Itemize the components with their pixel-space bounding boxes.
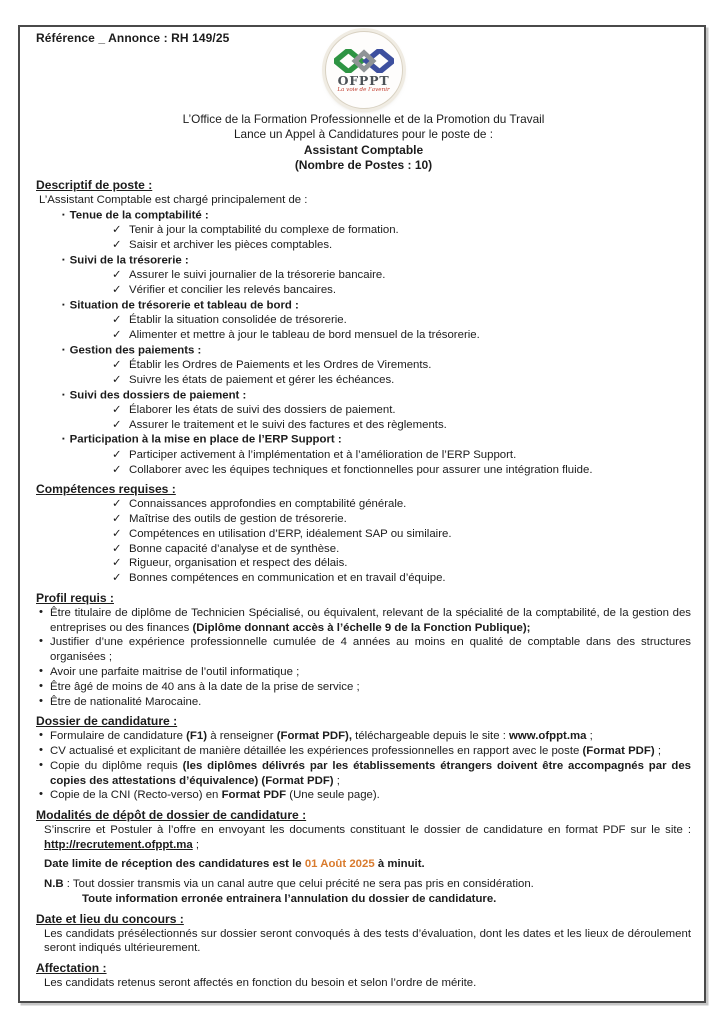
check-item-label: Connaissances approfondies en comptabilité générale.: [129, 498, 407, 511]
square-bullet-icon: ▪: [62, 344, 65, 354]
square-bullet-icon: ▪: [62, 299, 65, 309]
check-item-label: Établir les Ordres de Paiements et les Ordres de Virements.: [129, 358, 432, 371]
section-heading-label: Dossier de candidature :: [36, 714, 178, 729]
paragraph: [82, 892, 691, 907]
bullet-item: [39, 729, 691, 744]
check-item-label: Vérifier et concilier les relevés bancaires.: [129, 284, 337, 296]
text-segment: ;: [192, 838, 200, 851]
square-bullet-icon: ▪: [62, 210, 65, 220]
topic-title: [62, 432, 691, 447]
section-heading-label: Date et lieu du concours :: [36, 911, 184, 926]
text-segment: Les candidats présélectionnés sur dossier seront convoqués à des tests d’évaluation, dont les dates et les lieux de déroulement seront indiqués ultérieurement.: [44, 927, 691, 955]
topic-title: [62, 208, 691, 223]
checkmark-icon: ✓: [112, 463, 122, 476]
checkmark-icon: ✓: [112, 284, 122, 296]
topic-label: Suivi des dossiers de paiement :: [69, 389, 247, 402]
check-item: [112, 358, 691, 373]
topic-label: Tenue de la comptabilité :: [69, 209, 209, 222]
section-heading-label: Descriptif de poste :: [36, 178, 153, 193]
check-item: [112, 238, 691, 253]
check-item: [112, 497, 691, 512]
section-heading: [36, 178, 691, 193]
bullet-item: [39, 680, 691, 695]
text-segment: (les diplômes délivrés par les établissements étrangers doivent être accompagnés par des copies des attestations d’équivalence) (Format PDF): [50, 759, 691, 787]
text-segment: Date limite de réception des candidatures est le: [44, 858, 305, 871]
check-item-label: Maîtrise des outils de gestion de trésorerie.: [129, 512, 347, 525]
check-item-label: Assurer le suivi journalier de la trésorerie bancaire.: [129, 269, 386, 282]
checkmark-icon: ✓: [112, 403, 122, 416]
org-name-line: L’Office de la Formation Professionnelle et de la Promotion du Travail: [182, 111, 545, 126]
paragraph: [44, 927, 691, 957]
text-segment: à minuit.: [374, 858, 425, 871]
check-item: [112, 527, 691, 542]
paragraph: [44, 857, 691, 872]
section-heading: [36, 591, 691, 606]
text-segment: Les candidats retenus seront affectés en fonction du besoin et selon l’ordre de mérite.: [44, 977, 477, 990]
logo-tagline: La voie de l’avenir: [337, 87, 390, 94]
check-item: [112, 313, 691, 328]
dot-bullet-icon: •: [39, 694, 43, 707]
section-heading: [36, 961, 691, 976]
text-segment: Être titulaire de diplôme de Technicien Spécialisé, ou équivalent, relevant de la spécialité de la comptabilité, de la gestion des entreprises ou des finances: [50, 606, 691, 634]
topic-title: [62, 388, 691, 403]
section-heading-label: Modalités de dépôt de dossier de candidature :: [36, 808, 307, 823]
dot-bullet-icon: •: [39, 679, 43, 692]
square-bullet-icon: ▪: [62, 434, 65, 444]
text-segment: S’inscrire et Postuler à l’offre en envoyant les documents constituant le dossier de candidature en format PDF sur le site :: [44, 823, 691, 836]
text-segment: 01 Août 2025: [304, 858, 375, 871]
checkmark-icon: ✓: [112, 239, 122, 252]
text-segment: Copie de la CNI (Recto-verso) en: [50, 789, 222, 802]
check-item: [112, 223, 691, 238]
text-segment: Être âgé de moins de 40 ans à la date de la prise de service ;: [50, 680, 360, 693]
topic-label: Participation à la mise en place de l’ERP Support :: [69, 433, 342, 446]
checkmark-icon: ✓: [112, 224, 122, 237]
ofppt-logo: [325, 31, 403, 109]
topic-title: [62, 343, 691, 358]
check-item-label: Rigueur, organisation et respect des délais.: [129, 557, 348, 570]
check-item-label: Suivre les états de paiement et gérer les échéances.: [129, 373, 395, 386]
text-segment: à renseigner: [207, 730, 277, 743]
bullet-item: [39, 606, 691, 636]
text-segment: ;: [654, 744, 661, 757]
bullet-item: [39, 635, 691, 665]
bullet-item: [39, 744, 691, 759]
check-item: [112, 403, 691, 418]
checkmark-icon: ✓: [112, 269, 122, 282]
check-item: [112, 448, 691, 463]
check-item: [112, 556, 691, 571]
section-heading-label: Profil requis :: [36, 590, 114, 605]
text-segment: ;: [333, 774, 340, 787]
reference-number: Référence _ Annonce : RH 149/25: [36, 31, 230, 45]
recruitment-site-link[interactable]: http://recrutement.ofppt.ma: [44, 838, 193, 851]
text-segment: (Une seule page).: [286, 789, 380, 802]
dot-bullet-icon: •: [39, 729, 43, 742]
logo-text: OFPPT: [337, 73, 390, 89]
check-item: [112, 542, 691, 557]
bullet-item: [39, 788, 691, 803]
check-item-label: Établir la situation consolidée de trésorerie.: [129, 314, 347, 327]
text-segment: Copie du diplôme requis: [50, 759, 183, 772]
section-heading: [36, 912, 691, 927]
check-item-label: Assurer le traitement et le suivi des factures et des règlements.: [129, 418, 447, 431]
text-segment: Être de nationalité Marocaine.: [50, 695, 202, 708]
dot-bullet-icon: •: [39, 635, 43, 648]
check-item-label: Tenir à jour la comptabilité du complexe de formation.: [129, 224, 399, 237]
dot-bullet-icon: •: [39, 664, 43, 677]
topic-label: Suivi de la trésorerie :: [69, 254, 189, 267]
section-heading: [36, 808, 691, 823]
section-heading-label: Compétences requises :: [36, 482, 176, 497]
text-segment: Format PDF: [221, 789, 287, 802]
checkmark-icon: ✓: [112, 498, 122, 511]
check-item: [112, 571, 691, 586]
checkmark-icon: ✓: [112, 328, 122, 341]
check-item: [112, 268, 691, 283]
bullet-item: [39, 759, 691, 789]
text-segment: (F1): [186, 730, 208, 743]
check-item-label: Participer activement à l’implémentation et à l’amélioration de l’ERP Support.: [129, 448, 517, 461]
bullet-item: [39, 665, 691, 680]
text-segment: ;: [586, 730, 593, 743]
paragraph: [44, 877, 691, 892]
dot-bullet-icon: •: [39, 758, 43, 771]
text-segment: L’Assistant Comptable est chargé principalement de :: [39, 194, 308, 207]
checkmark-icon: ✓: [112, 572, 122, 585]
check-item-label: Élaborer les états de suivi des dossiers de paiement.: [129, 403, 396, 416]
text-segment: (Diplôme donnant accès à l’échelle 9 de la Fonction Publique);: [192, 621, 531, 634]
checkmark-icon: ✓: [112, 448, 122, 461]
check-item-label: Compétences en utilisation d’ERP, idéalement SAP ou similaire.: [129, 527, 452, 540]
ofppt-diamonds-icon: [334, 49, 394, 73]
check-item: [112, 512, 691, 527]
checkmark-icon: ✓: [112, 358, 122, 371]
check-item-label: Collaborer avec les équipes techniques et fonctionnelles pour assurer une intégration fluide.: [129, 463, 593, 476]
topic-label: Situation de trésorerie et tableau de bord :: [69, 299, 299, 312]
check-item: [112, 418, 691, 433]
check-item-label: Bonne capacité d’analyse et de synthèse.: [129, 542, 340, 555]
ofppt-site-link[interactable]: www.ofppt.ma: [509, 730, 587, 743]
bullet-item: [39, 695, 691, 710]
checkmark-icon: ✓: [112, 418, 122, 431]
section-heading: [36, 714, 691, 729]
square-bullet-icon: ▪: [62, 389, 65, 399]
position-title: Assistant Comptable: [303, 142, 424, 157]
text-segment: CV actualisé et explicitant de manière détaillée les expériences professionnelles en rapport avec le poste: [50, 744, 583, 757]
text-segment: (Format PDF),: [276, 730, 352, 743]
document-frame: [18, 25, 706, 1003]
text-segment: (Format PDF): [582, 744, 655, 757]
announcement-intro: [36, 112, 691, 174]
paragraph: [44, 823, 691, 853]
paragraph: [39, 193, 691, 208]
text-segment: N.B: [44, 878, 64, 891]
check-item: [112, 373, 691, 388]
section-heading: [36, 482, 691, 497]
call-line: Lance un Appel à Candidatures pour le poste de :: [233, 127, 494, 142]
text-segment: téléchargeable depuis le site :: [352, 730, 510, 743]
text-segment: Justifier d’une expérience professionnelle cumulée de 4 années au moins en qualité de comptable dans des structures organisées ;: [50, 636, 691, 664]
check-item-label: Alimenter et mettre à jour le tableau de bord mensuel de la trésorerie.: [129, 328, 480, 341]
paragraph: [44, 976, 691, 991]
text-segment: Toute information erronée entrainera l’annulation du dossier de candidature.: [82, 893, 497, 906]
checkmark-icon: ✓: [112, 527, 122, 540]
topic-title: [62, 253, 691, 268]
text-segment: : Tout dossier transmis via un canal autre que celui précité ne sera pas pris en considération.: [63, 878, 534, 891]
topic-label: Gestion des paiements :: [69, 344, 202, 357]
check-item-label: Bonnes compétences en communication et en travail d’équipe.: [129, 572, 446, 585]
text-segment: Avoir une parfaite maitrise de l’outil informatique ;: [50, 665, 300, 678]
check-item: [112, 328, 691, 343]
check-item: [112, 463, 691, 478]
text-segment: Formulaire de candidature: [50, 730, 187, 743]
checkmark-icon: ✓: [112, 314, 122, 327]
checkmark-icon: ✓: [112, 373, 122, 386]
check-item-label: Saisir et archiver les pièces comptables.: [129, 239, 333, 252]
section-heading-label: Affectation :: [36, 961, 107, 976]
dot-bullet-icon: •: [39, 605, 43, 618]
check-item: [112, 283, 691, 298]
dot-bullet-icon: •: [39, 743, 43, 756]
topic-title: [62, 298, 691, 313]
square-bullet-icon: ▪: [62, 254, 65, 264]
checkmark-icon: ✓: [112, 512, 122, 525]
posts-count: (Nombre de Postes : 10): [294, 158, 433, 173]
document-body: [36, 178, 691, 990]
checkmark-icon: ✓: [112, 542, 122, 555]
dot-bullet-icon: •: [39, 788, 43, 801]
checkmark-icon: ✓: [112, 557, 122, 570]
